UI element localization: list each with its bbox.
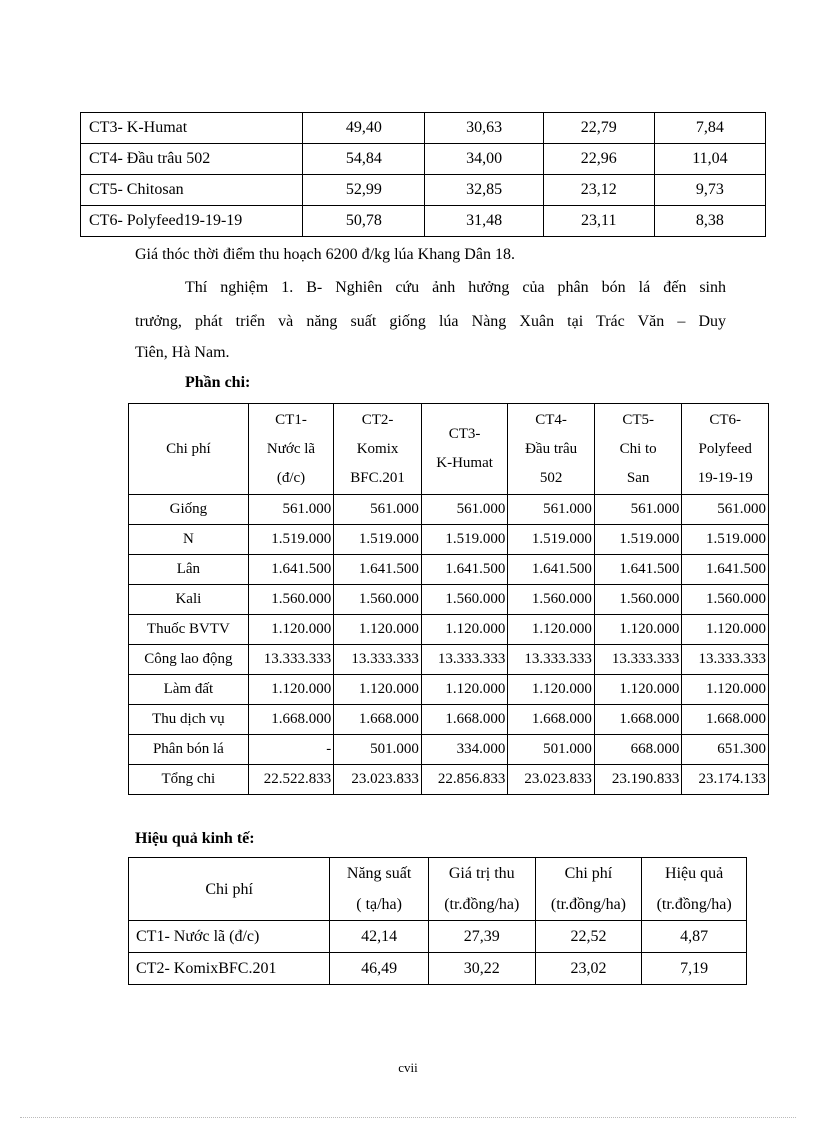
page-divider bbox=[20, 1117, 796, 1118]
results-table-continued bbox=[80, 112, 766, 237]
table-row bbox=[129, 705, 769, 735]
header-line: Chi to bbox=[619, 440, 657, 457]
table-row bbox=[81, 175, 766, 206]
table-row bbox=[129, 555, 769, 585]
experiment-title-line-3: Tiên, Hà Nam. bbox=[135, 344, 230, 361]
table-cell: 22,79 bbox=[543, 113, 654, 144]
row-label: CT5- Chitosan bbox=[81, 175, 303, 206]
efficiency-heading: Hiệu quả kinh tế: bbox=[135, 830, 255, 847]
table-cell: 1.668.000 bbox=[248, 705, 334, 735]
header-line: (tr.đồng/ha) bbox=[444, 896, 520, 913]
table-cell: 1.560.000 bbox=[421, 585, 508, 615]
table-cell: 1.641.500 bbox=[682, 555, 769, 585]
table-cell: 668.000 bbox=[594, 735, 682, 765]
table-cell: 561.000 bbox=[682, 495, 769, 525]
column-header bbox=[330, 858, 429, 921]
table-cell: 23.023.833 bbox=[508, 765, 595, 795]
row-label: Giống bbox=[129, 495, 249, 525]
row-label: Công lao động bbox=[129, 645, 249, 675]
table-row bbox=[81, 206, 766, 237]
table-cell: 9,73 bbox=[654, 175, 765, 206]
table-cell: 52,99 bbox=[303, 175, 425, 206]
table-cell: 1.120.000 bbox=[682, 675, 769, 705]
table-row bbox=[129, 953, 747, 985]
table-cell: 1.519.000 bbox=[248, 525, 334, 555]
table-cell: 22,52 bbox=[535, 921, 642, 953]
table-cell: 23,11 bbox=[543, 206, 654, 237]
row-label: CT2- KomixBFC.201 bbox=[129, 953, 330, 985]
table-row bbox=[81, 113, 766, 144]
table-cell: 1.120.000 bbox=[508, 615, 595, 645]
experiment-title-line-1: Thí nghiệm 1. B- Nghiên cứu ảnh hưởng của phân bón lá đến sinh bbox=[185, 279, 726, 296]
table-cell: 23.174.133 bbox=[682, 765, 769, 795]
header-line: CT5- bbox=[622, 411, 654, 428]
table-cell: 1.641.500 bbox=[334, 555, 422, 585]
table-cell: 23.023.833 bbox=[334, 765, 422, 795]
header-line: Năng suất bbox=[346, 865, 412, 882]
column-header bbox=[642, 858, 747, 921]
header-line: Đầu trâu bbox=[525, 440, 578, 457]
table-row bbox=[129, 735, 769, 765]
table-row bbox=[81, 144, 766, 175]
table-cell: 49,40 bbox=[303, 113, 425, 144]
header-line: (đ/c) bbox=[276, 469, 306, 486]
table-cell: 1.668.000 bbox=[682, 705, 769, 735]
row-label: Làm đất bbox=[129, 675, 249, 705]
header-line: 19-19-19 bbox=[697, 469, 753, 486]
table-cell: 1.641.500 bbox=[248, 555, 334, 585]
table-row bbox=[129, 495, 769, 525]
table-cell: 1.120.000 bbox=[248, 675, 334, 705]
header-line: Polyfeed bbox=[698, 440, 752, 457]
column-header bbox=[594, 404, 682, 495]
header-line: 502 bbox=[539, 469, 563, 486]
table-cell: 334.000 bbox=[421, 735, 508, 765]
table-cell: 27,39 bbox=[428, 921, 535, 953]
header-line: CT3- bbox=[448, 426, 481, 442]
row-label: CT4- Đầu trâu 502 bbox=[81, 144, 303, 175]
header-line: K-Humat bbox=[436, 455, 493, 471]
table-cell: 13.333.333 bbox=[594, 645, 682, 675]
table-cell: 1.560.000 bbox=[248, 585, 334, 615]
table-cell: 1.120.000 bbox=[421, 675, 508, 705]
table-cell: 31,48 bbox=[425, 206, 543, 237]
header-line: Chi phí bbox=[564, 865, 613, 882]
table-cell: 23.190.833 bbox=[594, 765, 682, 795]
header-line: BFC.201 bbox=[350, 469, 405, 486]
table-cell: - bbox=[248, 735, 334, 765]
table-cell: 1.641.500 bbox=[594, 555, 682, 585]
table-cell: 1.668.000 bbox=[508, 705, 595, 735]
table-cell: 561.000 bbox=[421, 495, 508, 525]
table-cell: 13.333.333 bbox=[421, 645, 508, 675]
table-row bbox=[129, 525, 769, 555]
table-cell: 1.120.000 bbox=[248, 615, 334, 645]
table-cell: 22.856.833 bbox=[421, 765, 508, 795]
table-cell: 1.120.000 bbox=[682, 615, 769, 645]
cost-table bbox=[128, 403, 769, 795]
header-line: San bbox=[626, 469, 650, 486]
row-label: Thu dịch vụ bbox=[129, 705, 249, 735]
table-cell: 22.522.833 bbox=[248, 765, 334, 795]
table-row bbox=[129, 675, 769, 705]
column-header: Chi phí bbox=[129, 404, 249, 495]
table-cell: 1.560.000 bbox=[508, 585, 595, 615]
table-cell: 1.668.000 bbox=[334, 705, 422, 735]
row-label: CT6- Polyfeed19-19-19 bbox=[81, 206, 303, 237]
table-cell: 561.000 bbox=[248, 495, 334, 525]
row-label: Phân bón lá bbox=[129, 735, 249, 765]
table-cell: 561.000 bbox=[334, 495, 422, 525]
cost-heading: Phần chi: bbox=[185, 374, 251, 391]
table-row bbox=[129, 921, 747, 953]
column-header bbox=[421, 404, 508, 495]
table-cell: 30,22 bbox=[428, 953, 535, 985]
table-cell: 1.120.000 bbox=[334, 675, 422, 705]
row-label: Lân bbox=[129, 555, 249, 585]
row-label: Tổng chi bbox=[129, 765, 249, 795]
table-cell: 1.120.000 bbox=[334, 615, 422, 645]
table-cell: 1.668.000 bbox=[594, 705, 682, 735]
header-line: ( tạ/ha) bbox=[356, 896, 402, 913]
column-header bbox=[428, 858, 535, 921]
table-cell: 561.000 bbox=[594, 495, 682, 525]
table-row bbox=[129, 585, 769, 615]
table-row bbox=[129, 615, 769, 645]
table-cell: 561.000 bbox=[508, 495, 595, 525]
table-cell: 1.120.000 bbox=[508, 675, 595, 705]
table-cell: 42,14 bbox=[330, 921, 429, 953]
table-cell: 13.333.333 bbox=[682, 645, 769, 675]
table-cell: 7,19 bbox=[642, 953, 747, 985]
table-cell: 1.120.000 bbox=[421, 615, 508, 645]
page-number: cvii bbox=[398, 1060, 418, 1075]
table-header-row bbox=[129, 404, 769, 495]
column-header bbox=[682, 404, 769, 495]
table-cell: 501.000 bbox=[334, 735, 422, 765]
table-cell: 501.000 bbox=[508, 735, 595, 765]
table-cell: 22,96 bbox=[543, 144, 654, 175]
table-cell: 1.560.000 bbox=[594, 585, 682, 615]
header-line: CT4- bbox=[535, 411, 567, 428]
experiment-title-line-2: trưởng, phát triển và năng suất giống lúa Nàng Xuân tại Trác Văn – Duy bbox=[135, 313, 726, 330]
header-line: Giá trị thu bbox=[448, 865, 515, 882]
table-cell: 1.519.000 bbox=[594, 525, 682, 555]
column-header bbox=[334, 404, 422, 495]
table-cell: 1.641.500 bbox=[508, 555, 595, 585]
table-cell: 1.120.000 bbox=[594, 615, 682, 645]
header-line: CT1- bbox=[275, 411, 307, 428]
header-line: Hiệu quả bbox=[665, 865, 724, 882]
table-cell: 8,38 bbox=[654, 206, 765, 237]
header-line: Komix bbox=[356, 440, 399, 457]
table-cell: 1.641.500 bbox=[421, 555, 508, 585]
header-line: CT2- bbox=[361, 411, 394, 428]
price-note: Giá thóc thời điểm thu hoạch 6200 đ/kg lúa Khang Dân 18. bbox=[135, 246, 515, 263]
table-header-row bbox=[129, 858, 747, 921]
table-cell: 4,87 bbox=[642, 921, 747, 953]
table-cell: 13.333.333 bbox=[334, 645, 422, 675]
table-row bbox=[129, 645, 769, 675]
row-label: CT1- Nước lã (đ/c) bbox=[129, 921, 330, 953]
table-cell: 11,04 bbox=[654, 144, 765, 175]
header-line: Nước lã bbox=[266, 440, 316, 457]
table-cell: 23,12 bbox=[543, 175, 654, 206]
table-cell: 30,63 bbox=[425, 113, 543, 144]
row-label: Thuốc BVTV bbox=[129, 615, 249, 645]
column-header: Chi phí bbox=[129, 858, 330, 921]
header-line: (tr.đồng/ha) bbox=[656, 896, 732, 913]
table-cell: 54,84 bbox=[303, 144, 425, 175]
row-label: N bbox=[129, 525, 249, 555]
table-cell: 1.560.000 bbox=[334, 585, 422, 615]
table-cell: 1.519.000 bbox=[421, 525, 508, 555]
table-cell: 50,78 bbox=[303, 206, 425, 237]
table-cell: 32,85 bbox=[425, 175, 543, 206]
column-header bbox=[535, 858, 642, 921]
table-cell: 23,02 bbox=[535, 953, 642, 985]
column-header bbox=[508, 404, 595, 495]
table-cell: 1.120.000 bbox=[594, 675, 682, 705]
table-cell: 46,49 bbox=[330, 953, 429, 985]
table-cell: 1.519.000 bbox=[682, 525, 769, 555]
header-line: CT6- bbox=[709, 411, 742, 428]
table-cell: 13.333.333 bbox=[508, 645, 595, 675]
table-cell: 7,84 bbox=[654, 113, 765, 144]
table-row bbox=[129, 765, 769, 795]
row-label: Kali bbox=[129, 585, 249, 615]
table-cell: 34,00 bbox=[425, 144, 543, 175]
row-label: CT3- K-Humat bbox=[81, 113, 303, 144]
efficiency-table bbox=[128, 857, 747, 985]
table-cell: 1.519.000 bbox=[334, 525, 422, 555]
table-cell: 1.668.000 bbox=[421, 705, 508, 735]
table-cell: 1.519.000 bbox=[508, 525, 595, 555]
table-cell: 13.333.333 bbox=[248, 645, 334, 675]
table-cell: 651.300 bbox=[682, 735, 769, 765]
column-header bbox=[248, 404, 334, 495]
table-cell: 1.560.000 bbox=[682, 585, 769, 615]
header-line: (tr.đồng/ha) bbox=[550, 896, 626, 913]
